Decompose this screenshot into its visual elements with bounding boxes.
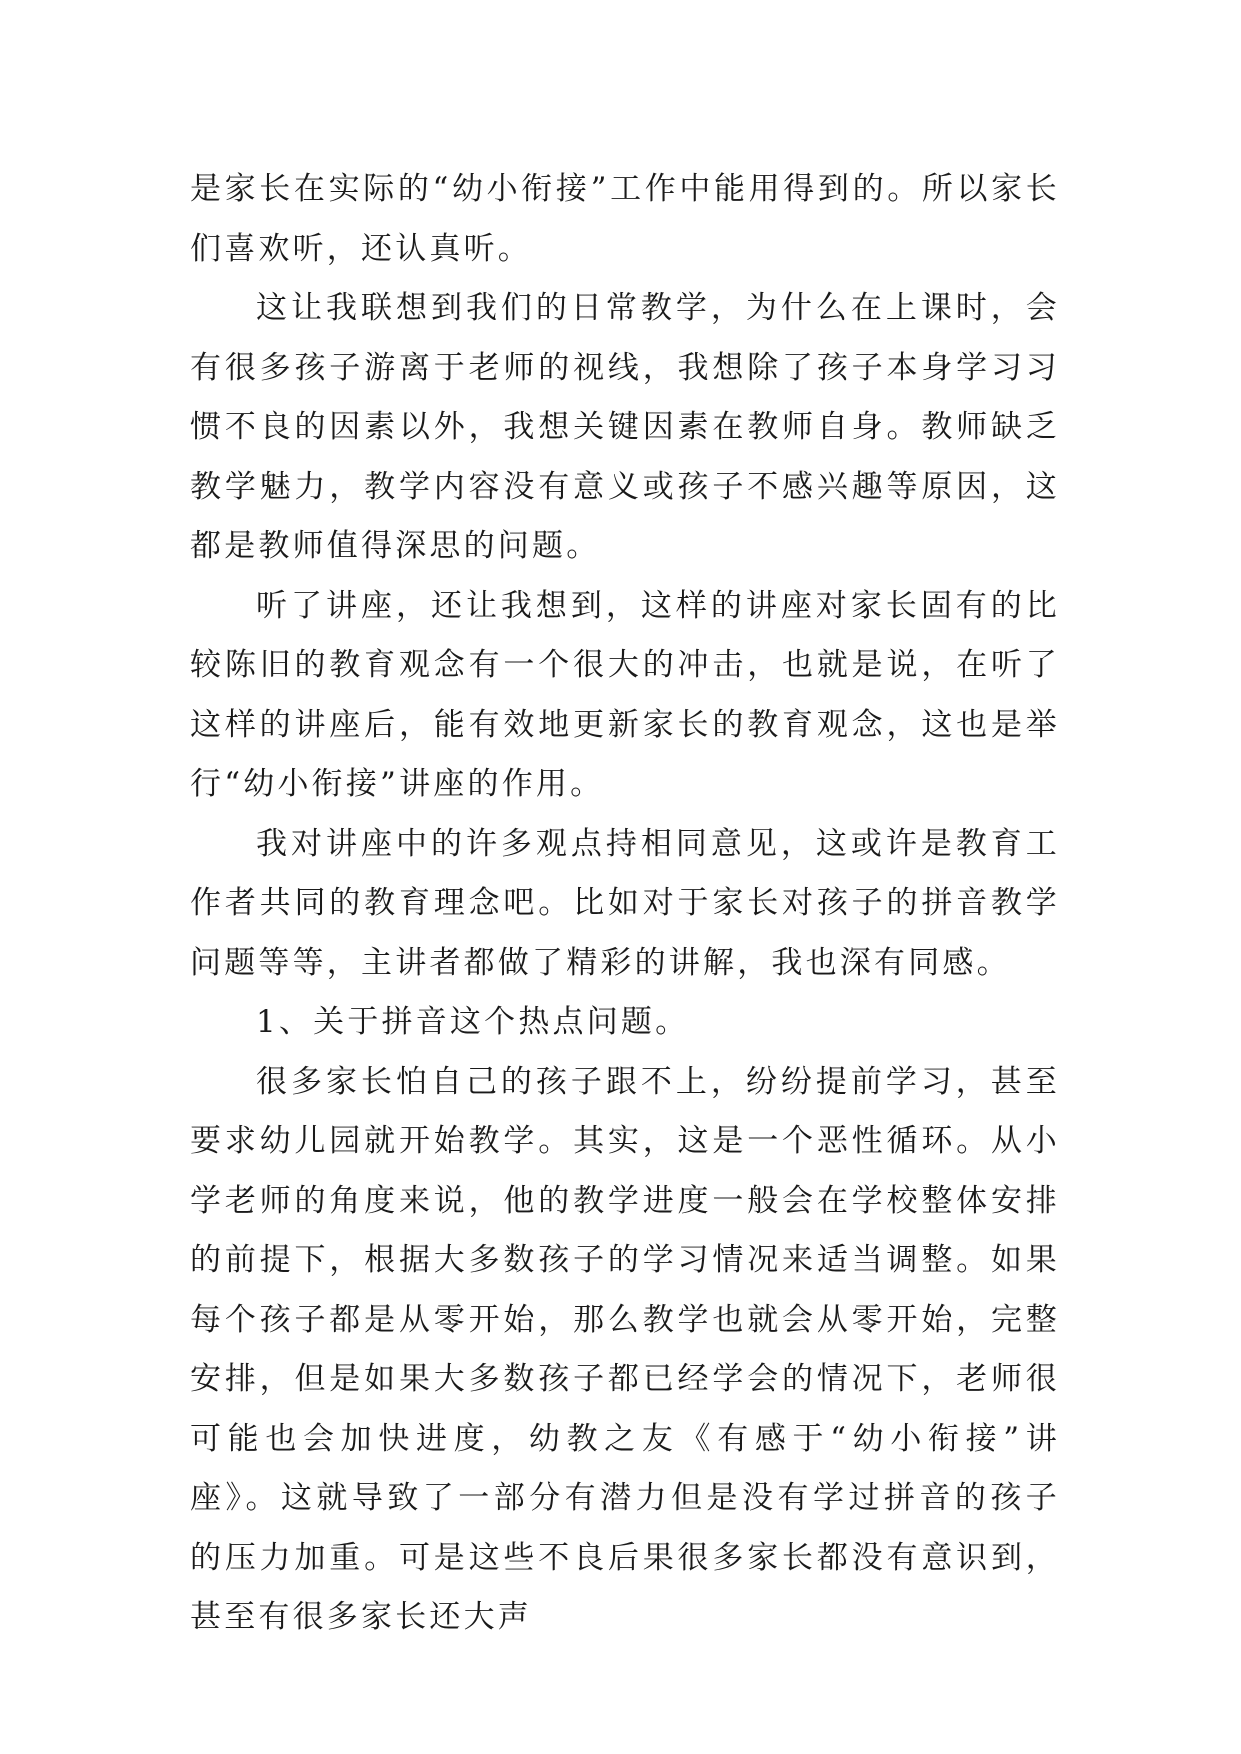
paragraph-2: 这让我联想到我们的日常教学，为什么在上课时，会有很多孩子游离于老师的视线，我想除了孩子本身学习习惯不良的因素以外，我想关键因素在教师自身。教师缺乏教学魅力，教学内容没有意义或孩子不感兴趣等原因，这都是教师值得深思的问题。 (190, 290, 1060, 564)
document-body (190, 160, 1060, 1648)
paragraph-6: 很多家长怕自己的孩子跟不上，纷纷提前学习，甚至要求幼儿园就开始教学。其实，这是一个恶性循环。从小学老师的角度来说，他的教学进度一般会在学校整体安排的前提下，根据大多数孩子的学习情况来适当调整。如果每个孩子都是从零开始，那么教学也就会从零开始，完整安排，但是如果大多数孩子都已经学会的情况下，老师很可能也会加快进度，幼教之友《有感于“幼小衔接”讲座》。这就导致了一部分有潜力但是没有学过拼音的孩子的压力加重。可是这些不良后果很多家长都没有意识到，甚至有很多家长还大声 (190, 1063, 1060, 1635)
paragraph-4: 我对讲座中的许多观点持相同意见，这或许是教育工作者共同的教育理念吧。比如对于家长对孩子的拼音教学问题等等，主讲者都做了精彩的讲解，我也深有同感。 (190, 825, 1060, 981)
paragraph-1: 是家长在实际的“幼小衔接”工作中能用得到的。所以家长们喜欢听，还认真听。 (190, 171, 1060, 267)
paragraph-3: 听了讲座，还让我想到，这样的讲座对家长固有的比较陈旧的教育观念有一个很大的冲击，也就是说，在听了这样的讲座后，能有效地更新家长的教育观念，这也是举行“幼小衔接”讲座的作用。 (190, 587, 1060, 802)
paragraph-5: 1、关于拼音这个热点问题。 (256, 1004, 690, 1040)
